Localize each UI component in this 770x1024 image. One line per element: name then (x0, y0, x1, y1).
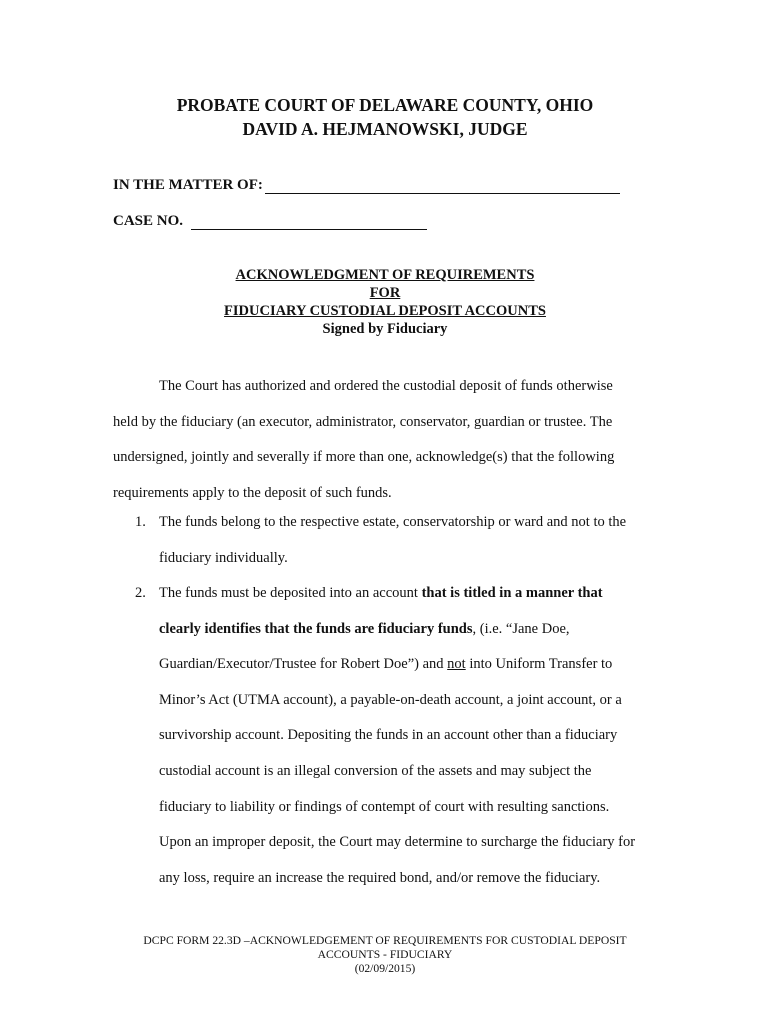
requirement-item-2 (135, 576, 660, 896)
court-name: PROBATE COURT OF DELAWARE COUNTY, OHIO (176, 95, 594, 115)
form-footer (0, 934, 770, 976)
requirement-text (159, 576, 659, 896)
requirement-bold-run: clearly identifies that the funds are fiduciary funds (159, 620, 473, 637)
case-number-label: CASE NO. (113, 213, 184, 229)
matter-blank-line[interactable] (265, 179, 620, 194)
intro-line-1: The Court has authorized and ordered the custodial deposit of funds otherwise (159, 378, 613, 394)
requirement-line: fiduciary to liability or findings of contempt of court with resulting sanctions. (159, 798, 610, 815)
requirement-line: custodial account is an illegal conversion of the assets and may subject the (159, 762, 592, 779)
footer-form-id-cont: ACCOUNTS - FIDUCIARY (317, 948, 453, 961)
requirement-line: The funds belong to the respective estate, conservatorship or ward and not to the (159, 514, 627, 530)
requirement-line: fiduciary individually. (159, 549, 288, 566)
matter-field (113, 177, 620, 194)
requirement-text (159, 505, 659, 576)
requirement-line (159, 612, 659, 648)
footer-date: (02/09/2015) (354, 962, 416, 975)
requirement-text-run: into Uniform Transfer to (465, 656, 613, 673)
requirement-line: survivorship account. Depositing the funds in an account other than a fiduciary (159, 727, 618, 744)
requirement-line: Upon an improper deposit, the Court may determine to surcharge the fiduciary for (159, 834, 636, 851)
title-line-2: FOR (369, 285, 401, 301)
case-number-field (113, 213, 427, 230)
requirement-number: 2. (135, 585, 146, 601)
case-number-blank-line[interactable] (191, 215, 427, 230)
title-line-3: FIDUCIARY CUSTODIAL DEPOSIT ACCOUNTS (224, 303, 546, 319)
requirement-line: Minor’s Act (UTMA account), a payable-on-death account, a joint account, or a (159, 691, 622, 708)
requirement-number: 1. (135, 514, 146, 530)
requirement-line (159, 647, 659, 683)
intro-paragraph (113, 369, 653, 511)
requirement-item-1 (135, 505, 660, 577)
requirement-line: any loss, require an increase the required bond, and/or remove the fiduciary. (159, 869, 601, 886)
footer-form-id: DCPC FORM 22.3D –ACKNOWLEDGEMENT OF REQUIREMENTS FOR CUSTODIAL DEPOSIT (143, 934, 627, 947)
intro-line-4: requirements apply to the deposit of such funds. (113, 484, 392, 501)
matter-label: IN THE MATTER OF: (113, 177, 263, 193)
form-title (0, 266, 770, 338)
requirement-underlined-run: not (447, 656, 466, 673)
intro-line-2: held by the fiduciary (an executor, administrator, conservator, guardian or trustee. The (113, 413, 613, 430)
title-line-1: ACKNOWLEDGMENT OF REQUIREMENTS (235, 267, 535, 283)
requirement-text-run: The funds must be deposited into an account (159, 585, 422, 601)
requirement-bold-run: that is titled in a manner that (421, 585, 603, 601)
intro-line-3: undersigned, jointly and severally if more than one, acknowledge(s) that the following (113, 449, 615, 466)
court-header (0, 93, 770, 141)
requirement-text-run: Guardian/Executor/Trustee for Robert Doe”) and (159, 656, 448, 673)
requirement-line (159, 576, 659, 612)
judge-name: DAVID A. HEJMANOWSKI, JUDGE (242, 119, 528, 139)
title-subtitle: Signed by Fiduciary (322, 321, 448, 337)
requirement-text-run: , (i.e. “Jane Doe, (472, 620, 570, 637)
